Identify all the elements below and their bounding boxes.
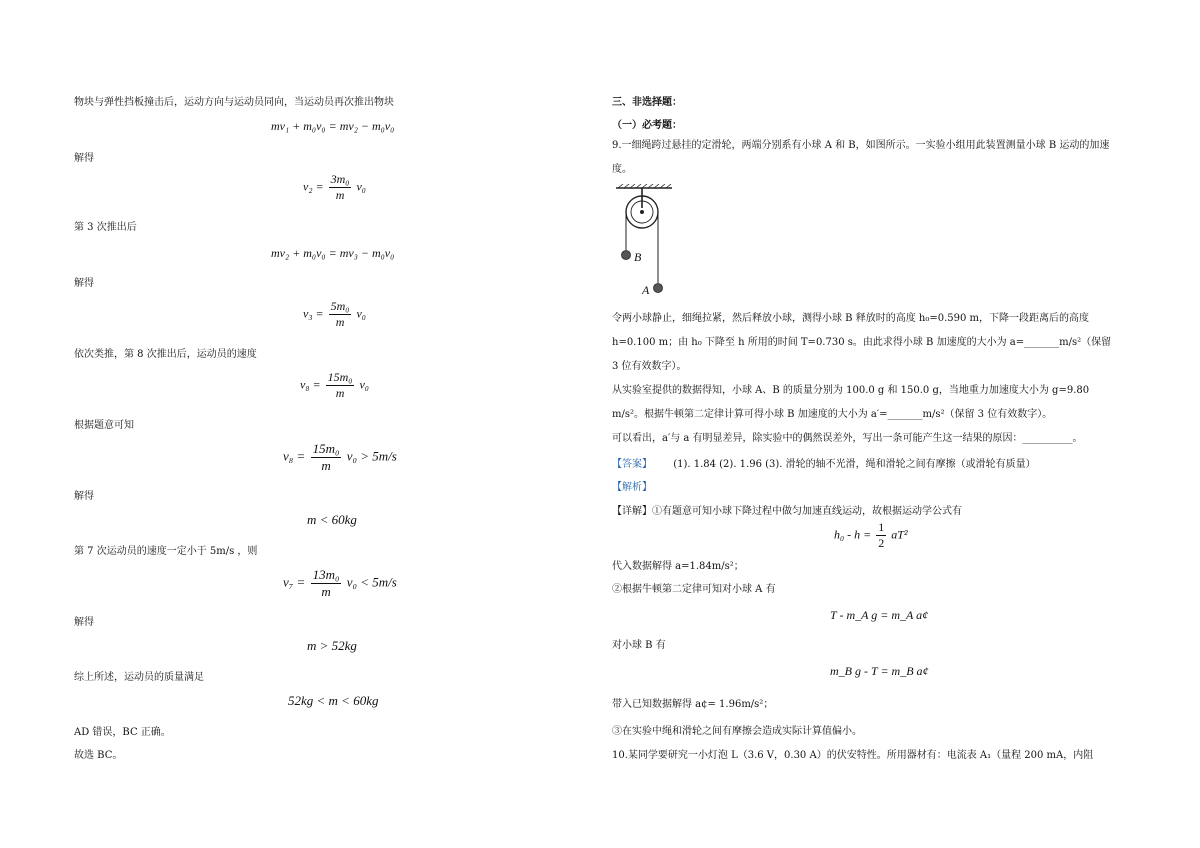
equation: h₀ - h = $\frac{1}{2}$ aT² (834, 520, 908, 550)
subsection-heading: （一）必考题： (612, 120, 682, 131)
text-line: 解得 (74, 617, 94, 628)
equation: mv₁ + m₀v₀ = mv₂ − m₀v₀ (271, 119, 395, 133)
section-heading: 三、非选择题： (612, 97, 682, 108)
text-line: 解得 (74, 153, 94, 164)
text-line: 第 3 次推出后 (74, 222, 137, 233)
text-line: ②根据牛顿第二定律可知对小球 A 有 (612, 584, 776, 595)
equation: v₂ = $\frac{\text{3m₀}}{m}$ v₀ (303, 172, 366, 202)
text-line: 依次类推，第 8 次推出后，运动员的速度 (74, 349, 257, 360)
paragraph: 令两小球静止，细绳拉紧，然后释放小球，测得小球 B 释放时的高度 h₀=0.590 m，下降一段距离后的高度 h=0.100 m；由 h₀ 下降至 h 所用的时间 T=0.730 s。由此求得小球 B 加速度的大小为 a=_______m/s²（保留 3 位有效数字）。 (612, 313, 1112, 372)
label-a: A (642, 283, 650, 297)
text-line: 第 7 次运动员的速度一定小于 5m/s ，则 (74, 546, 258, 557)
equation: m > 52kg (307, 638, 357, 653)
equation: mv₂ + m₀v₀ = mv₃ − m₀v₀ (271, 246, 395, 260)
text-line: 综上所述，运动员的质量满足 (74, 672, 204, 683)
answer-text: (1). 1.84 (2). 1.96 (3). 滑轮的轴不光滑，绳和滑轮之间有摩擦（或滑轮有质量） (673, 459, 1036, 470)
equation: v₇ = $\frac{\text{13m₀}}{m}$ v₀ < 5m/s (283, 567, 397, 599)
equation: m_B g - T = m_B a¢ (830, 664, 929, 678)
equation: T - m_A g = m_A a¢ (830, 608, 929, 622)
equation: v₈ = $\frac{\text{15m₀}}{m}$ v₀ > 5m/s (283, 441, 397, 473)
analysis-tag: 【解析】 (612, 482, 652, 493)
equation: 52kg < m < 60kg (288, 693, 379, 708)
answer-line (612, 455, 1036, 470)
answer-tag: 【答案】 (612, 459, 652, 470)
equation: v₃ = $\frac{\text{5m₀}}{m}$ v₀ (303, 299, 366, 329)
question-10: 10.某同学要研究一小灯泡 L（3.6 V，0.30 A）的伏安特性。所用器材有：电流表 A₁（量程 200 mA，内阻 (612, 750, 1094, 761)
label-b: B (634, 250, 642, 264)
text-line: 物块与弹性挡板撞击后，运动方向与运动员同向，当运动员再次推出物块 (74, 97, 394, 108)
paragraph: 从实验室提供的数据得知，小球 A、B 的质量分别为 100.0 g 和 150.0 g，当地重力加速度大小为 g=9.80 m/s²。根据牛顿第二定律计算可得小球 B 加速度的大小为 a′=_______m/s²（保留 3 位有效数字）。 (612, 385, 1090, 420)
text-line: 带入已知数据解得 a¢= 1.96m/s²； (612, 699, 774, 710)
text-line: ③在实验中绳和滑轮之间有摩擦会造成实际计算值偏小。 (612, 726, 862, 737)
question-9: 9.一细绳跨过悬挂的定滑轮，两端分别系有小球 A 和 B，如图所示。一实验小组用此装置测量小球 B 运动的加速度。 (612, 140, 1110, 175)
equation: m < 60kg (307, 512, 357, 527)
text-line: 【详解】①有题意可知小球下降过程中做匀加速直线运动，故根据运动学公式有 (612, 506, 962, 517)
text-line: AD 错误，BC 正确。 (74, 727, 171, 738)
text-line: 根据题意可知 (74, 420, 134, 431)
equation: v₈ = $\frac{\text{15m₀}}{m}$ v₀ (300, 370, 369, 400)
paragraph: 可以看出，a′与 a 有明显差异，除实验中的偶然误差外，写出一条可能产生这一结果的原因：__________。 (612, 433, 1083, 444)
text-line: 对小球 B 有 (612, 640, 666, 651)
text-line: 解得 (74, 491, 94, 502)
text-line: 故选 BC。 (74, 750, 123, 761)
text-line: 解得 (74, 278, 94, 289)
text-line: 代入数据解得 a=1.84m/s²； (612, 561, 744, 572)
